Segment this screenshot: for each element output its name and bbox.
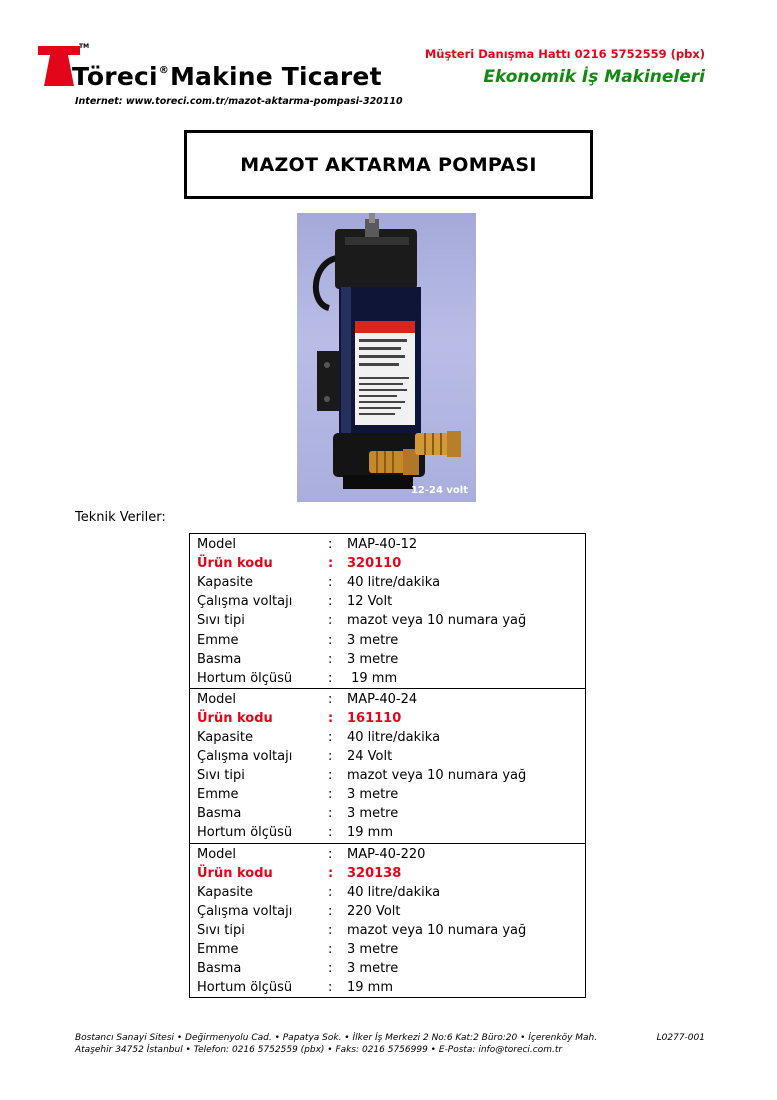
spec-row-discharge bbox=[197, 650, 585, 669]
footer-address bbox=[75, 1032, 705, 1056]
spec-value: 3 metre bbox=[347, 787, 399, 803]
page-title: MAZOT AKTARMA POMPASI bbox=[240, 153, 537, 176]
spec-label: Basma bbox=[197, 806, 242, 822]
spec-label: Sıvı tipi bbox=[197, 613, 245, 629]
spec-value: 3 metre bbox=[347, 961, 399, 977]
spec-separator: : bbox=[328, 594, 333, 610]
spec-value: 320138 bbox=[347, 865, 402, 881]
spec-row-model bbox=[197, 690, 585, 709]
spec-label: Ürün kodu bbox=[197, 865, 273, 881]
spec-separator: : bbox=[328, 961, 333, 977]
spec-value: mazot veya 10 numara yağ bbox=[347, 922, 527, 938]
spec-value: 3 metre bbox=[347, 942, 399, 958]
spec-value: 40 litre/dakika bbox=[347, 884, 441, 900]
spec-row-product-code bbox=[197, 554, 585, 573]
spec-row-capacity bbox=[197, 883, 585, 902]
spec-label: Ürün kodu bbox=[197, 710, 273, 726]
spec-row-voltage bbox=[197, 592, 585, 611]
spec-value: MAP-40-12 bbox=[347, 537, 418, 553]
spec-row-model bbox=[197, 845, 585, 864]
document-reference: L0277-001 bbox=[656, 1033, 705, 1043]
spec-value: 12 Volt bbox=[347, 594, 393, 610]
spec-row-product-code bbox=[197, 864, 585, 883]
spec-label: Emme bbox=[197, 942, 239, 958]
spec-separator: : bbox=[328, 922, 333, 938]
spec-row-model bbox=[197, 535, 585, 554]
spec-row-fluid-type bbox=[197, 611, 585, 630]
spec-label: Model bbox=[197, 537, 237, 553]
spec-row-capacity bbox=[197, 573, 585, 592]
spec-row-voltage bbox=[197, 902, 585, 921]
spec-heading: Teknik Veriler: bbox=[75, 510, 166, 525]
spec-label: Çalışma voltajı bbox=[197, 903, 293, 919]
footer-address-line-2: Ataşehir 34752 İstanbul • Telefon: 0216 5752559 (pbx) • Faks: 0216 5756999 • E-Posta: info@toreci.com.tr bbox=[75, 1045, 563, 1055]
spec-separator: : bbox=[328, 613, 333, 629]
spec-row-voltage bbox=[197, 747, 585, 766]
spec-value: MAP-40-220 bbox=[347, 846, 426, 862]
spec-row-hose-size bbox=[197, 978, 585, 997]
spec-label: Hortum ölçüsü bbox=[197, 825, 293, 841]
spec-label: Basma bbox=[197, 961, 242, 977]
spec-label: Kapasite bbox=[197, 884, 253, 900]
spec-value: 19 mm bbox=[347, 670, 398, 686]
spec-value: 19 mm bbox=[347, 980, 394, 996]
spec-separator: : bbox=[328, 556, 334, 572]
spec-value: 320110 bbox=[347, 556, 402, 572]
spec-value: 40 litre/dakika bbox=[347, 729, 441, 745]
spec-value: 19 mm bbox=[347, 825, 394, 841]
brand-name-primary: Töreci bbox=[72, 62, 158, 91]
trademark-mark: TM bbox=[79, 43, 90, 50]
spec-separator: : bbox=[328, 710, 334, 726]
product-photo bbox=[297, 213, 476, 502]
spec-group-map-40-220 bbox=[190, 843, 585, 998]
website-url[interactable]: Internet: www.toreci.com.tr/mazot-aktarma-pompasi-320110 bbox=[75, 96, 403, 107]
spec-value: 3 metre bbox=[347, 806, 399, 822]
spec-row-suction bbox=[197, 630, 585, 649]
spec-separator: : bbox=[328, 865, 334, 881]
spec-label: Hortum ölçüsü bbox=[197, 980, 293, 996]
spec-value: MAP-40-24 bbox=[347, 691, 418, 707]
spec-label: Ürün kodu bbox=[197, 556, 273, 572]
spec-row-fluid-type bbox=[197, 921, 585, 940]
spec-value: 161110 bbox=[347, 710, 402, 726]
spec-separator: : bbox=[328, 825, 333, 841]
spec-value: 24 Volt bbox=[347, 749, 393, 765]
spec-label: Emme bbox=[197, 632, 239, 648]
spec-table bbox=[189, 533, 586, 998]
spec-separator: : bbox=[328, 942, 333, 958]
spec-label: Sıvı tipi bbox=[197, 922, 245, 938]
spec-value: 3 metre bbox=[347, 632, 399, 648]
spec-separator: : bbox=[328, 749, 333, 765]
spec-row-discharge bbox=[197, 959, 585, 978]
spec-separator: : bbox=[328, 903, 333, 919]
spec-value: mazot veya 10 numara yağ bbox=[347, 768, 527, 784]
fuel-pump-illustration bbox=[297, 213, 476, 502]
spec-separator: : bbox=[328, 632, 333, 648]
spec-separator: : bbox=[328, 980, 333, 996]
spec-label: Model bbox=[197, 846, 237, 862]
spec-separator: : bbox=[328, 537, 333, 553]
spec-value: 220 Volt bbox=[347, 903, 401, 919]
spec-row-hose-size bbox=[197, 669, 585, 688]
spec-label: Sıvı tipi bbox=[197, 768, 245, 784]
brand-name-rest: Makine Ticaret bbox=[169, 62, 382, 91]
footer-address-line-1: Bostancı Sanayi Sitesi • Değirmenyolu Cad. • Papatya Sok. • İlker İş Merkezi 2 No:6 Kat:2 Büro:20 • İçerenköy Mah. bbox=[75, 1033, 598, 1043]
spec-label: Çalışma voltajı bbox=[197, 749, 293, 765]
spec-value: 40 litre/dakika bbox=[347, 575, 441, 591]
spec-separator: : bbox=[328, 806, 333, 822]
spec-row-capacity bbox=[197, 728, 585, 747]
spec-value: mazot veya 10 numara yağ bbox=[347, 613, 527, 629]
spec-separator: : bbox=[328, 729, 333, 745]
title-box bbox=[184, 130, 593, 199]
spec-row-suction bbox=[197, 940, 585, 959]
spec-separator: : bbox=[328, 884, 333, 900]
spec-label: Emme bbox=[197, 787, 239, 803]
spec-row-discharge bbox=[197, 804, 585, 823]
registered-mark: ® bbox=[158, 65, 169, 76]
spec-row-suction bbox=[197, 785, 585, 804]
spec-label: Kapasite bbox=[197, 729, 253, 745]
voltage-caption: 12-24 volt bbox=[410, 485, 468, 496]
spec-separator: : bbox=[328, 787, 333, 803]
spec-value: 3 metre bbox=[347, 651, 399, 667]
spec-separator: : bbox=[328, 691, 333, 707]
spec-label: Hortum ölçüsü bbox=[197, 670, 293, 686]
spec-group-map-40-12 bbox=[190, 534, 585, 688]
spec-separator: : bbox=[328, 575, 333, 591]
spec-row-product-code bbox=[197, 709, 585, 728]
spec-label: Basma bbox=[197, 651, 242, 667]
customer-hotline: Müşteri Danışma Hattı 0216 5752559 (pbx) bbox=[424, 47, 705, 61]
spec-separator: : bbox=[328, 651, 333, 667]
spec-separator: : bbox=[328, 670, 333, 686]
company-slogan: Ekonomik İş Makineleri bbox=[483, 67, 705, 87]
spec-separator: : bbox=[328, 768, 333, 784]
spec-row-fluid-type bbox=[197, 766, 585, 785]
spec-label: Model bbox=[197, 691, 237, 707]
spec-group-map-40-24 bbox=[190, 688, 585, 843]
spec-label: Çalışma voltajı bbox=[197, 594, 293, 610]
brand-name bbox=[72, 62, 382, 91]
spec-separator: : bbox=[328, 846, 333, 862]
spec-row-hose-size bbox=[197, 823, 585, 842]
spec-label: Kapasite bbox=[197, 575, 253, 591]
